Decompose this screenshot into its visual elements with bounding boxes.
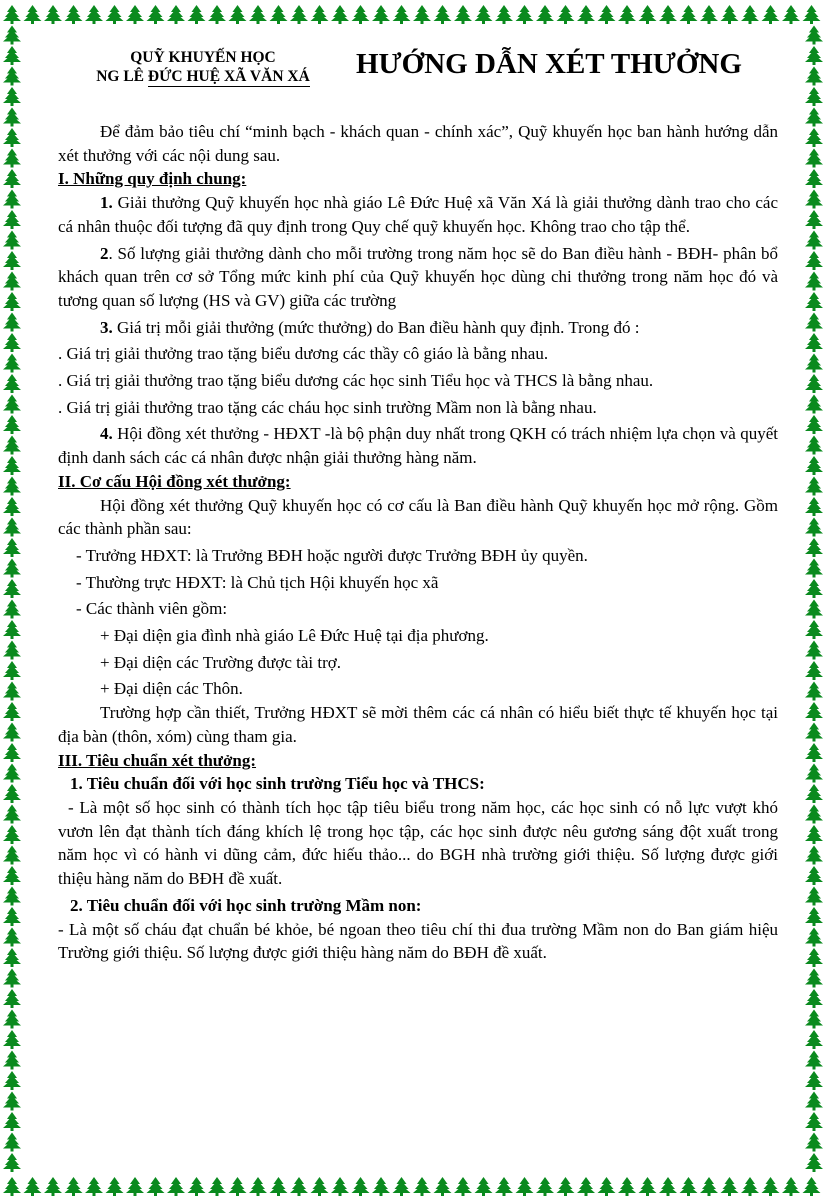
tree-icon: [536, 1177, 554, 1196]
tree-icon: [805, 231, 823, 250]
tree-icon: [3, 5, 21, 24]
tree-icon: [805, 825, 823, 844]
tree-icon: [167, 5, 185, 24]
tree-icon: [44, 1177, 62, 1196]
tree-icon: [516, 5, 534, 24]
tree-icon: [803, 1177, 821, 1196]
tree-icon: [331, 1177, 349, 1196]
tree-icon: [3, 723, 21, 742]
tree-icon: [805, 723, 823, 742]
tree-icon: [805, 887, 823, 906]
tree-icon: [454, 1177, 472, 1196]
tree-icon: [805, 518, 823, 537]
section-3-text-1: - Là một số học sinh có thành tích học tập tiêu biểu trong năm học, các học sinh có nỗ lực vượt khó vươn lên đạt thành tích đáng khích lệ trong học tập, các học sinh được nêu gương sáng đột xuất trong năm học vì có hành vi dũng cảm, đức hiếu thảo... do BGH nhà trường giới thiệu. Số lượng được giới thiệu hàng năm do BĐH đề xuất.: [58, 797, 778, 889]
section-2-member-2: + Đại diện các Trường được tài trợ.: [100, 652, 341, 672]
org-line-2-prefix: NG LÊ: [96, 68, 148, 85]
tree-icon: [805, 559, 823, 578]
section-1-bullet-1: . Giá trị giải thưởng trao tặng biểu dương các thầy cô giáo là bằng nhau.: [58, 344, 549, 364]
tree-icon: [3, 67, 21, 86]
section-2-member-1: + Đại diện gia đình nhà giáo Lê Đức Huệ tại địa phương.: [100, 626, 489, 646]
item-number: 3.: [100, 317, 113, 337]
tree-icon: [805, 149, 823, 168]
tree-icon: [3, 374, 21, 393]
item-number: 1.: [100, 193, 113, 213]
org-line-1: QUỸ KHUYẾN HỌC: [130, 49, 276, 66]
tree-icon: [393, 5, 411, 24]
tree-icon: [805, 415, 823, 434]
tree-icon: [270, 5, 288, 24]
tree-icon: [3, 251, 21, 270]
section-2-heading: II. Cơ cấu Hội đồng xét thưởng:: [58, 471, 291, 491]
tree-icon: [147, 1177, 165, 1196]
tree-icon: [44, 5, 62, 24]
tree-icon: [3, 538, 21, 557]
tree-icon: [659, 1177, 677, 1196]
tree-icon: [805, 26, 823, 45]
tree-icon: [495, 1177, 513, 1196]
tree-icon: [3, 190, 21, 209]
tree-icon: [3, 169, 21, 188]
tree-icon: [805, 989, 823, 1008]
tree-icon: [3, 518, 21, 537]
tree-icon: [208, 5, 226, 24]
tree-icon: [290, 5, 308, 24]
tree-icon: [3, 764, 21, 783]
tree-icon: [805, 190, 823, 209]
item-number: 4.: [100, 424, 113, 444]
tree-icon: [3, 26, 21, 45]
tree-icon: [3, 1071, 21, 1090]
tree-icon: [803, 5, 821, 24]
tree-icon: [352, 5, 370, 24]
tree-icon: [680, 5, 698, 24]
tree-icon: [3, 415, 21, 434]
tree-icon: [475, 1177, 493, 1196]
tree-icon: [475, 5, 493, 24]
tree-icon: [3, 1092, 21, 1111]
tree-icon: [805, 46, 823, 65]
tree-icon: [805, 1030, 823, 1049]
tree-icon: [331, 5, 349, 24]
tree-icon: [598, 1177, 616, 1196]
tree-icon: [805, 1112, 823, 1131]
tree-icon: [805, 600, 823, 619]
tree-icon: [805, 497, 823, 516]
tree-icon: [805, 1153, 823, 1172]
item-text: Hội đồng xét thưởng - HĐXT -là bộ phận duy nhất trong QKH có trách nhiệm lựa chọn và quyết định danh sách các cá nhân được nhận giải thưởng hàng năm.: [58, 424, 778, 468]
tree-icon: [805, 620, 823, 639]
tree-icon: [721, 1177, 739, 1196]
tree-icon: [805, 846, 823, 865]
document-page: [58, 38, 778, 1158]
tree-icon: [805, 661, 823, 680]
tree-icon: [495, 5, 513, 24]
tree-icon: [3, 477, 21, 496]
tree-icon: [3, 1051, 21, 1070]
tree-icon: [3, 825, 21, 844]
tree-icon: [805, 87, 823, 106]
tree-icon: [700, 5, 718, 24]
organization-header: [58, 48, 348, 86]
tree-icon: [3, 559, 21, 578]
tree-icon: [805, 805, 823, 824]
document-body: [58, 120, 778, 965]
tree-icon: [598, 5, 616, 24]
tree-icon: [3, 333, 21, 352]
tree-icon: [311, 5, 329, 24]
tree-icon: [805, 374, 823, 393]
tree-icon: [188, 1177, 206, 1196]
tree-icon: [65, 5, 83, 24]
tree-icon: [639, 1177, 657, 1196]
section-1-item-4: [58, 422, 778, 469]
section-3-heading: III. Tiêu chuẩn xét thưởng:: [58, 750, 257, 770]
tree-icon: [413, 5, 431, 24]
tree-icon: [249, 1177, 267, 1196]
tree-icon: [516, 1177, 534, 1196]
tree-icon: [659, 5, 677, 24]
tree-icon: [311, 1177, 329, 1196]
tree-icon: [680, 1177, 698, 1196]
tree-icon: [805, 928, 823, 947]
tree-icon: [3, 497, 21, 516]
tree-icon: [106, 1177, 124, 1196]
tree-icon: [3, 128, 21, 147]
tree-icon: [372, 5, 390, 24]
section-2-intro: Hội đồng xét thưởng Quỹ khuyến học có cơ cấu là Ban điều hành Quỹ khuyến học mở rộng. Gồm các thành phần sau:: [58, 495, 778, 539]
section-2-note: Trường hợp cần thiết, Trưởng HĐXT sẽ mời thêm các cá nhân có hiểu biết thực tế khuyến học tại địa bàn (thôn, xóm) cùng tham gia.: [58, 703, 778, 746]
tree-icon: [3, 436, 21, 455]
tree-icon: [3, 395, 21, 414]
tree-icon: [700, 1177, 718, 1196]
tree-icon: [3, 1177, 21, 1196]
section-1-item-3: [58, 316, 778, 340]
tree-icon: [805, 292, 823, 311]
tree-icon: [229, 1177, 247, 1196]
tree-icon: [3, 907, 21, 926]
tree-icon: [805, 354, 823, 373]
tree-icon: [3, 805, 21, 824]
tree-icon: [126, 1177, 144, 1196]
tree-icon: [805, 538, 823, 557]
section-3-subheading-1: 1. Tiêu chuẩn đối với học sinh trường Tiểu học và THCS:: [70, 774, 485, 794]
tree-icon: [85, 5, 103, 24]
tree-icon: [805, 169, 823, 188]
tree-icon: [721, 5, 739, 24]
tree-icon: [3, 948, 21, 967]
tree-icon: [126, 5, 144, 24]
section-1-item-1: [58, 191, 778, 238]
tree-icon: [3, 579, 21, 598]
document-title: HƯỚNG DẪN XÉT THƯỞNG: [356, 48, 742, 80]
tree-icon: [805, 251, 823, 270]
tree-icon: [805, 1071, 823, 1090]
tree-icon: [85, 1177, 103, 1196]
tree-icon: [805, 108, 823, 127]
tree-icon: [805, 907, 823, 926]
tree-icon: [3, 600, 21, 619]
tree-icon: [372, 1177, 390, 1196]
tree-icon: [805, 784, 823, 803]
tree-icon: [147, 5, 165, 24]
tree-icon: [3, 661, 21, 680]
tree-icon: [434, 1177, 452, 1196]
tree-icon: [805, 764, 823, 783]
tree-icon: [557, 5, 575, 24]
tree-icon: [3, 887, 21, 906]
tree-icon: [805, 333, 823, 352]
tree-icon: [805, 128, 823, 147]
section-3-text-2: - Là một số cháu đạt chuẩn bé khỏe, bé ngoan theo tiêu chí thi đua trường Mầm non do Ban giám hiệu Trường giới thiệu. Số lượng được giới thiệu hàng năm do BĐH đề xuất.: [58, 919, 778, 963]
tree-icon: [805, 313, 823, 332]
tree-icon: [3, 682, 21, 701]
tree-icon: [618, 5, 636, 24]
tree-icon: [3, 866, 21, 885]
tree-icon: [3, 87, 21, 106]
tree-icon: [805, 456, 823, 475]
tree-icon: [741, 1177, 759, 1196]
tree-icon: [413, 1177, 431, 1196]
tree-icon: [741, 5, 759, 24]
tree-icon: [3, 354, 21, 373]
org-line-2-underlined: ĐỨC HUỆ XÃ VĂN XÁ: [147, 68, 310, 85]
tree-icon: [805, 477, 823, 496]
section-2-dash-1: - Trưởng HĐXT: là Trưởng BĐH hoặc người được Trưởng BĐH ủy quyền.: [76, 545, 588, 565]
tree-icon: [805, 579, 823, 598]
tree-icon: [577, 1177, 595, 1196]
tree-icon: [782, 5, 800, 24]
section-1-bullet-3: . Giá trị giải thưởng trao tặng các cháu học sinh trường Mầm non là bằng nhau.: [58, 397, 597, 417]
tree-icon: [188, 5, 206, 24]
tree-icon: [3, 292, 21, 311]
tree-icon: [3, 46, 21, 65]
tree-icon: [782, 1177, 800, 1196]
item-number: 2: [100, 243, 109, 263]
tree-icon: [3, 1010, 21, 1029]
intro-paragraph: Để đảm bảo tiêu chí “minh bạch - khách quan - chính xác”, Quỹ khuyến học ban hành hướng dẫn xét thưởng với các nội dung sau.: [58, 122, 778, 165]
tree-icon: [3, 928, 21, 947]
tree-icon: [3, 846, 21, 865]
tree-icon: [805, 743, 823, 762]
tree-icon: [805, 1092, 823, 1111]
tree-icon: [3, 108, 21, 127]
tree-icon: [805, 1051, 823, 1070]
section-1-item-2: [58, 242, 778, 313]
tree-icon: [24, 1177, 42, 1196]
tree-icon: [805, 682, 823, 701]
tree-icon: [3, 969, 21, 988]
tree-icon: [249, 5, 267, 24]
tree-icon: [805, 866, 823, 885]
tree-icon: [3, 989, 21, 1008]
tree-icon: [805, 702, 823, 721]
tree-icon: [454, 5, 472, 24]
tree-icon: [3, 1133, 21, 1152]
tree-icon: [393, 1177, 411, 1196]
item-text: . Số lượng giải thưởng dành cho mỗi trường trong năm học sẽ do Ban điều hành - BĐH- phân bổ khách quan trên cơ sở Tổng mức kinh phí của Quỹ khuyến học dùng chi thưởng trong năm học đó và tương quan số lượng (HS và GV) giữa các trường: [58, 243, 778, 310]
tree-icon: [3, 641, 21, 660]
tree-icon: [805, 948, 823, 967]
section-2-member-3: + Đại diện các Thôn.: [100, 679, 243, 699]
tree-icon: [3, 272, 21, 291]
tree-icon: [65, 1177, 83, 1196]
tree-icon: [805, 1133, 823, 1152]
tree-icon: [290, 1177, 308, 1196]
tree-icon: [3, 1112, 21, 1131]
tree-icon: [24, 5, 42, 24]
tree-icon: [618, 1177, 636, 1196]
tree-icon: [805, 395, 823, 414]
tree-icon: [536, 5, 554, 24]
tree-icon: [3, 456, 21, 475]
section-2-dash-3: - Các thành viên gồm:: [76, 599, 228, 619]
tree-icon: [3, 1030, 21, 1049]
tree-icon: [805, 969, 823, 988]
tree-icon: [434, 5, 452, 24]
tree-icon: [557, 1177, 575, 1196]
tree-icon: [805, 1010, 823, 1029]
tree-icon: [577, 5, 595, 24]
tree-icon: [3, 1153, 21, 1172]
tree-icon: [805, 272, 823, 291]
tree-icon: [106, 5, 124, 24]
tree-icon: [3, 702, 21, 721]
item-text: Giải thưởng Quỹ khuyến học nhà giáo Lê Đức Huệ xã Văn Xá là giải thưởng dành trao cho các cá nhân thuộc đối tượng đã quy định trong Quy chế quỹ khuyến học. Không trao cho tập thể.: [58, 193, 778, 236]
tree-icon: [805, 67, 823, 86]
item-text: Giá trị mỗi giải thưởng (mức thưởng) do Ban điều hành quy định. Trong đó :: [112, 317, 640, 337]
tree-icon: [805, 641, 823, 660]
org-line-2: [58, 67, 348, 86]
section-2-dash-2: - Thường trực HĐXT: là Chủ tịch Hội khuyến học xã: [76, 572, 439, 592]
tree-icon: [3, 784, 21, 803]
tree-icon: [3, 620, 21, 639]
tree-icon: [762, 1177, 780, 1196]
section-1-heading: I. Những quy định chung:: [58, 169, 247, 189]
tree-icon: [639, 5, 657, 24]
tree-icon: [762, 5, 780, 24]
tree-icon: [3, 743, 21, 762]
tree-icon: [229, 5, 247, 24]
tree-icon: [3, 149, 21, 168]
tree-icon: [3, 210, 21, 229]
tree-icon: [352, 1177, 370, 1196]
tree-icon: [3, 231, 21, 250]
section-1-bullet-2: . Giá trị giải thưởng trao tặng biểu dương các học sinh Tiểu học và THCS là bằng nhau.: [58, 371, 654, 391]
tree-icon: [3, 313, 21, 332]
tree-icon: [805, 436, 823, 455]
section-3-subheading-2: 2. Tiêu chuẩn đối với học sinh trường Mầm non:: [70, 895, 422, 915]
tree-icon: [805, 210, 823, 229]
tree-icon: [167, 1177, 185, 1196]
tree-icon: [208, 1177, 226, 1196]
tree-icon: [270, 1177, 288, 1196]
